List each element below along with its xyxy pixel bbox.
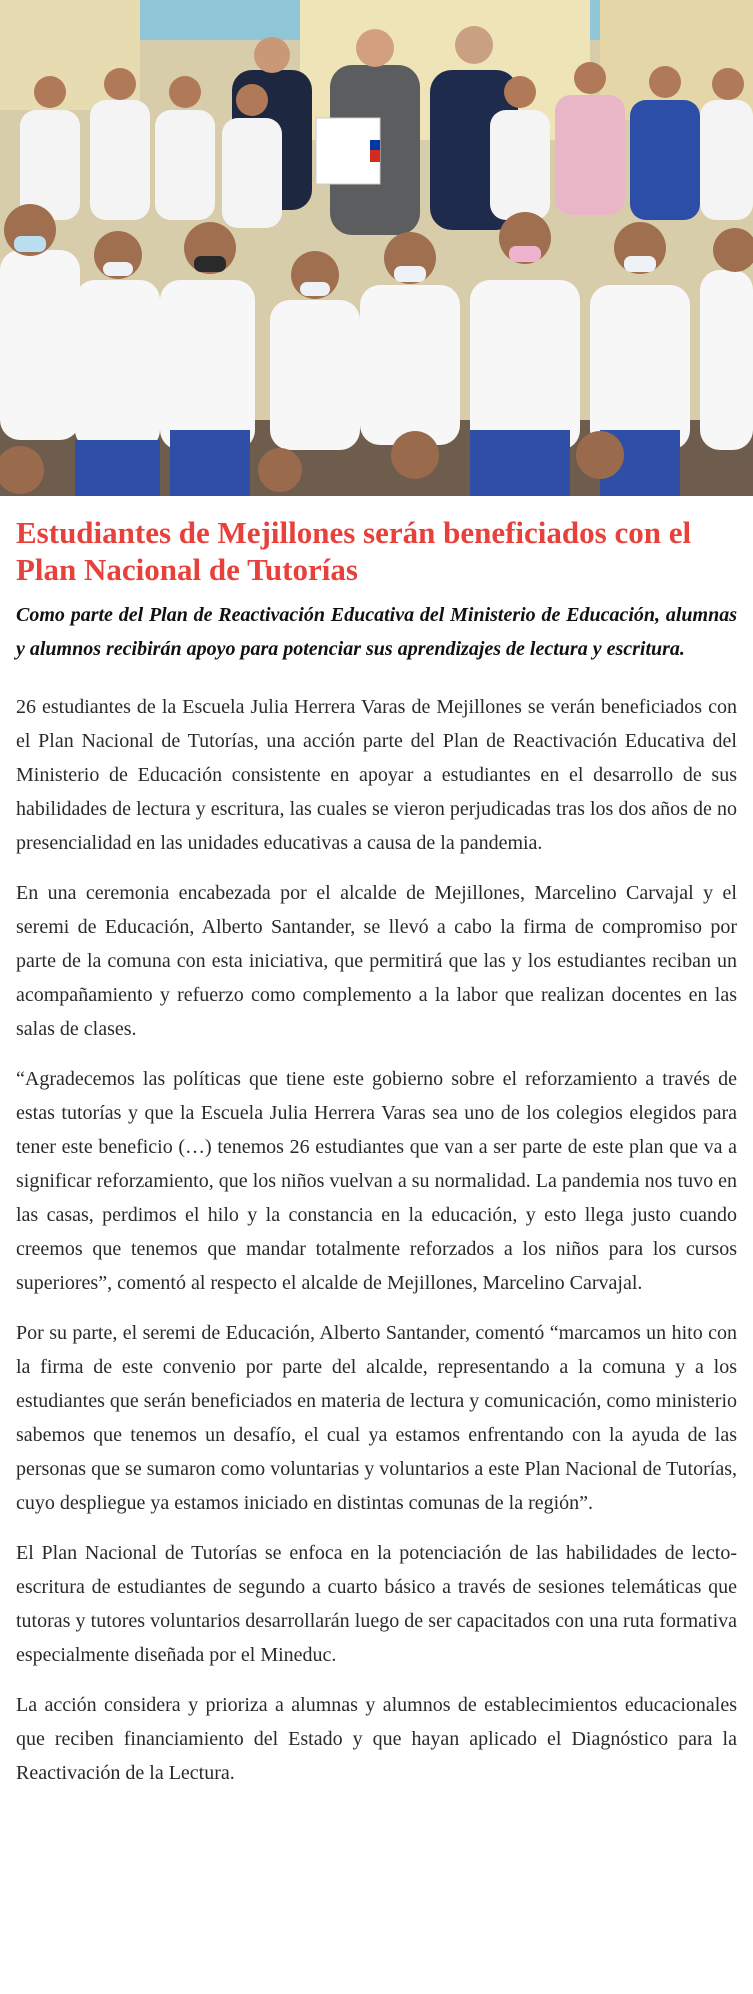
group-photo-illustration bbox=[0, 0, 753, 496]
hero-photo bbox=[0, 0, 753, 496]
article-paragraph: 26 estudiantes de la Escuela Julia Herrera Varas de Mejillones se verán beneficiados con el Plan Nacional de Tutorías, una acción parte del Plan de Reactivación Educativa del Ministerio de Educación consistente en apoyar a estudiantes en el desarrollo de sus habilidades de lectura y escritura, las cuales se vieron perjudicadas tras los dos años de no presencialidad en las unidades educativas a causa de la pandemia. bbox=[16, 696, 737, 854]
article-title: Estudiantes de Mejillones serán beneficiados con el Plan Nacional de Tutorías bbox=[16, 515, 692, 587]
article-lead: Como parte del Plan de Reactivación Educativa del Ministerio de Educación, alumnas y alumnos recibirán apoyo para potenciar sus aprendizajes de lectura y escritura. bbox=[16, 604, 737, 660]
article-paragraph: Por su parte, el seremi de Educación, Alberto Santander, comentó “marcamos un hito con la firma de este convenio por parte del alcalde, representando a la comuna y a los estudiantes que serán beneficiados en materia de lectura y comunicación, como ministerio sabemos que tenemos un desafío, el cual ya estamos enfrentando con la ayuda de las personas que se sumaron como voluntarias y voluntarios a este Plan Nacional de Tutorías, cuyo despliegue ya estamos iniciado en distintas comunas de la región”. bbox=[16, 1322, 737, 1514]
article bbox=[0, 496, 753, 1790]
article-paragraph: La acción considera y prioriza a alumnas y alumnos de establecimientos educacionales que reciben financiamiento del Estado y que hayan aplicado el Diagnóstico para la Reactivación de la Lectura. bbox=[16, 1694, 737, 1784]
article-paragraph: En una ceremonia encabezada por el alcalde de Mejillones, Marcelino Carvajal y el seremi de Educación, Alberto Santander, se llevó a cabo la firma de compromiso por parte de la comuna con esta iniciativa, que permitirá que las y los estudiantes reciban un acompañamiento y refuerzo como complemento a la labor que realizan docentes en las salas de clases. bbox=[16, 882, 737, 1040]
article-paragraph: El Plan Nacional de Tutorías se enfoca en la potenciación de las habilidades de lecto-escritura de estudiantes de segundo a cuarto básico a través de sesiones telemáticas que tutoras y tutores voluntarios desarrollarán luego de ser capacitados con una ruta formativa especialmente diseñada por el Mineduc. bbox=[16, 1542, 737, 1666]
article-paragraph: “Agradecemos las políticas que tiene este gobierno sobre el reforzamiento a través de estas tutorías y que la Escuela Julia Herrera Varas sea uno de los colegios elegidos para tener este beneficio (…) tenemos 26 estudiantes que van a ser parte de este plan que va a significar reforzamiento, que los niños vuelvan a su normalidad. La pandemia nos tuvo en las casas, perdimos el hilo y la constancia en la educación, y esto llega justo cuando creemos que tenemos que mandar totalmente reforzados a los niños para los cursos superiores”, comentó al respecto el alcalde de Mejillones, Marcelino Carvajal. bbox=[16, 1068, 737, 1294]
